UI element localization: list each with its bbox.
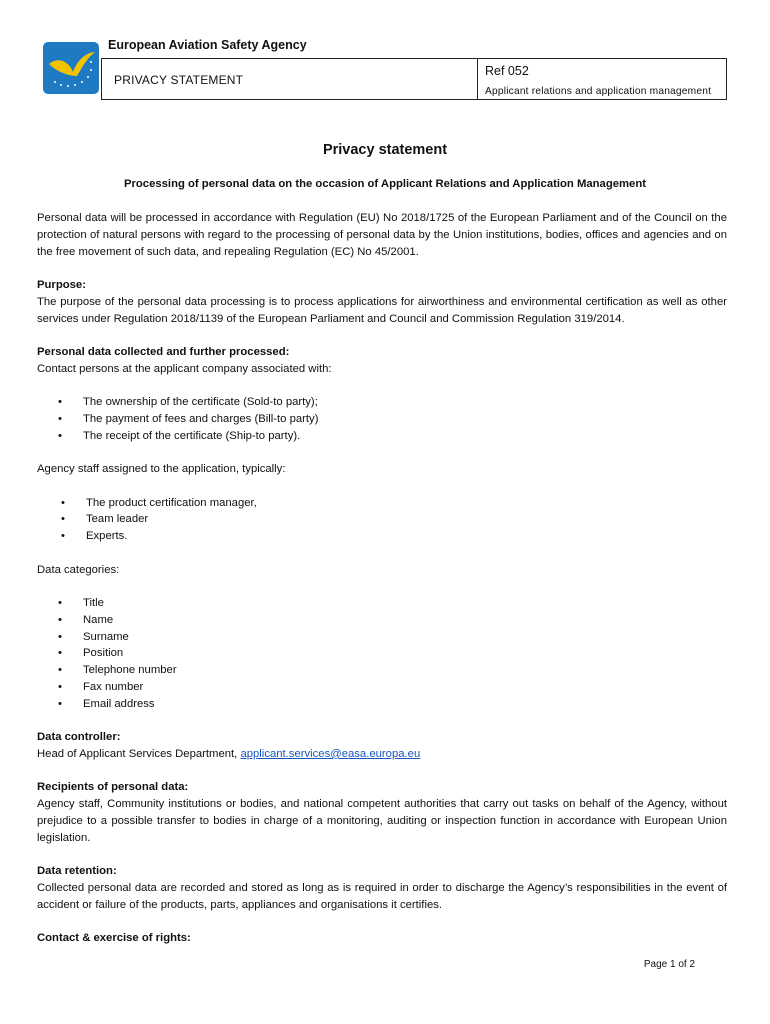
header-doc-type-cell: [102, 59, 478, 99]
page-title: Privacy statement: [322, 142, 448, 158]
purpose-heading: Purpose:: [37, 278, 86, 291]
staff-intro: Agency staff assigned to the application, typically:: [37, 463, 286, 476]
controller-heading: Data controller:: [37, 731, 121, 744]
controller-email-link[interactable]: applicant.services@easa.europa.eu: [240, 747, 421, 760]
list-item: • Position: [37, 645, 727, 662]
contacts-list: [37, 394, 727, 444]
contacts-intro: Contact persons at the applicant company associated with:: [37, 362, 332, 375]
list-item: • The ownership of the certificate (Sold-to party);: [37, 394, 727, 411]
doc-type: PRIVACY STATEMENT: [114, 73, 244, 87]
purpose-text: The purpose of the personal data processing is to process applications for airworthiness and environmental certification as well as other services under Regulation 2018/1139 of the European Parliament and Council and Commission Regulation 319/2014.: [37, 295, 727, 325]
personal-data-heading: Personal data collected and further processed:: [37, 345, 290, 358]
easa-logo-icon: [43, 42, 99, 94]
list-item: • The receipt of the certificate (Ship-to party).: [37, 428, 727, 445]
controller-label: Head of Applicant Services Department,: [37, 747, 241, 760]
page-subtitle: Processing of personal data on the occasion of Applicant Relations and Application Management: [123, 178, 647, 190]
recipients-text: Agency staff, Community institutions or bodies, and national competent authorities that carry out tasks on behalf of the Agency, without prejudice to a possible transfer to bodies in charge of a monitoring, auditing or inspection function in accordance with European Union legislation.: [37, 798, 727, 844]
list-item: • Name: [37, 612, 727, 629]
list-item: • Experts.: [37, 528, 727, 545]
list-item: • Fax number: [37, 679, 727, 696]
agency-name: European Aviation Safety Agency: [108, 38, 307, 52]
retention-text: Collected personal data are recorded and stored as long as is required in order to discharge the Agency’s responsibilities in the event of accident or failure of the products, parts, appliances and organisations it certifies.: [37, 881, 727, 911]
list-item: • The payment of fees and charges (Bill-to party): [37, 411, 727, 428]
categories-intro: Data categories:: [37, 563, 120, 576]
list-item: • Surname: [37, 629, 727, 646]
categories-list: [37, 595, 727, 713]
contact-heading: Contact & exercise of rights:: [37, 932, 191, 945]
list-item: • Team leader: [37, 511, 727, 528]
intro-paragraph: Personal data will be processed in accordance with Regulation (EU) No 2018/1725 of the European Parliament and of the Council on the protection of natural persons with regard to the processing of personal data by the Union institutions, bodies, offices and agencies and on the free movement of such data, and repealing Regulation (EC) No 45/2001.: [37, 212, 727, 258]
list-item: • Title: [37, 595, 727, 612]
list-item: • Email address: [37, 696, 727, 713]
controller-text: [37, 746, 727, 763]
retention-heading: Data retention:: [37, 865, 117, 878]
ref-number: Ref 052: [485, 64, 529, 78]
ref-subtitle: Applicant relations and application management: [485, 86, 712, 97]
staff-list: [37, 495, 727, 545]
page-number: Page 1 of 2: [643, 959, 695, 970]
list-item: • Telephone number: [37, 662, 727, 679]
header-table: [101, 58, 727, 100]
document-body: [37, 210, 727, 947]
list-item: • The product certification manager,: [37, 495, 727, 512]
recipients-heading: Recipients of personal data:: [37, 781, 189, 794]
